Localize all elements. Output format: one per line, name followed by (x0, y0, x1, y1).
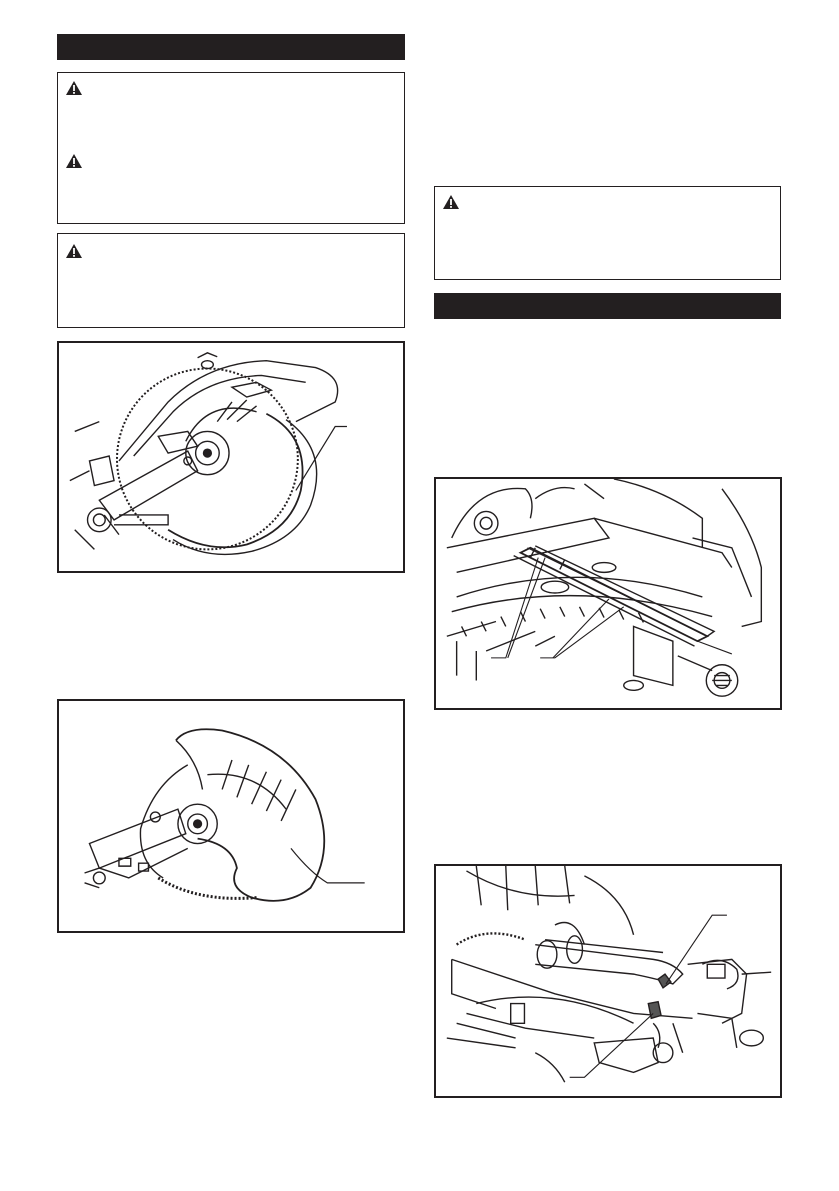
figure-dust-nozzle (434, 864, 782, 1098)
section-header-bar-left (57, 34, 405, 60)
figure-lower-blade-guard (57, 699, 405, 933)
figure-upper-blade-guard (57, 341, 405, 573)
figure-kerf-boards (434, 477, 782, 710)
warning-triangle-icon (65, 80, 83, 96)
section-header-bar-right (434, 293, 781, 319)
warning-triangle-icon (65, 243, 83, 259)
warning-triangle-icon (65, 153, 83, 169)
warning-box-3 (434, 186, 781, 280)
warning-triangle-icon (442, 194, 460, 210)
warning-box-1 (57, 72, 405, 224)
warning-box-2 (57, 233, 405, 328)
